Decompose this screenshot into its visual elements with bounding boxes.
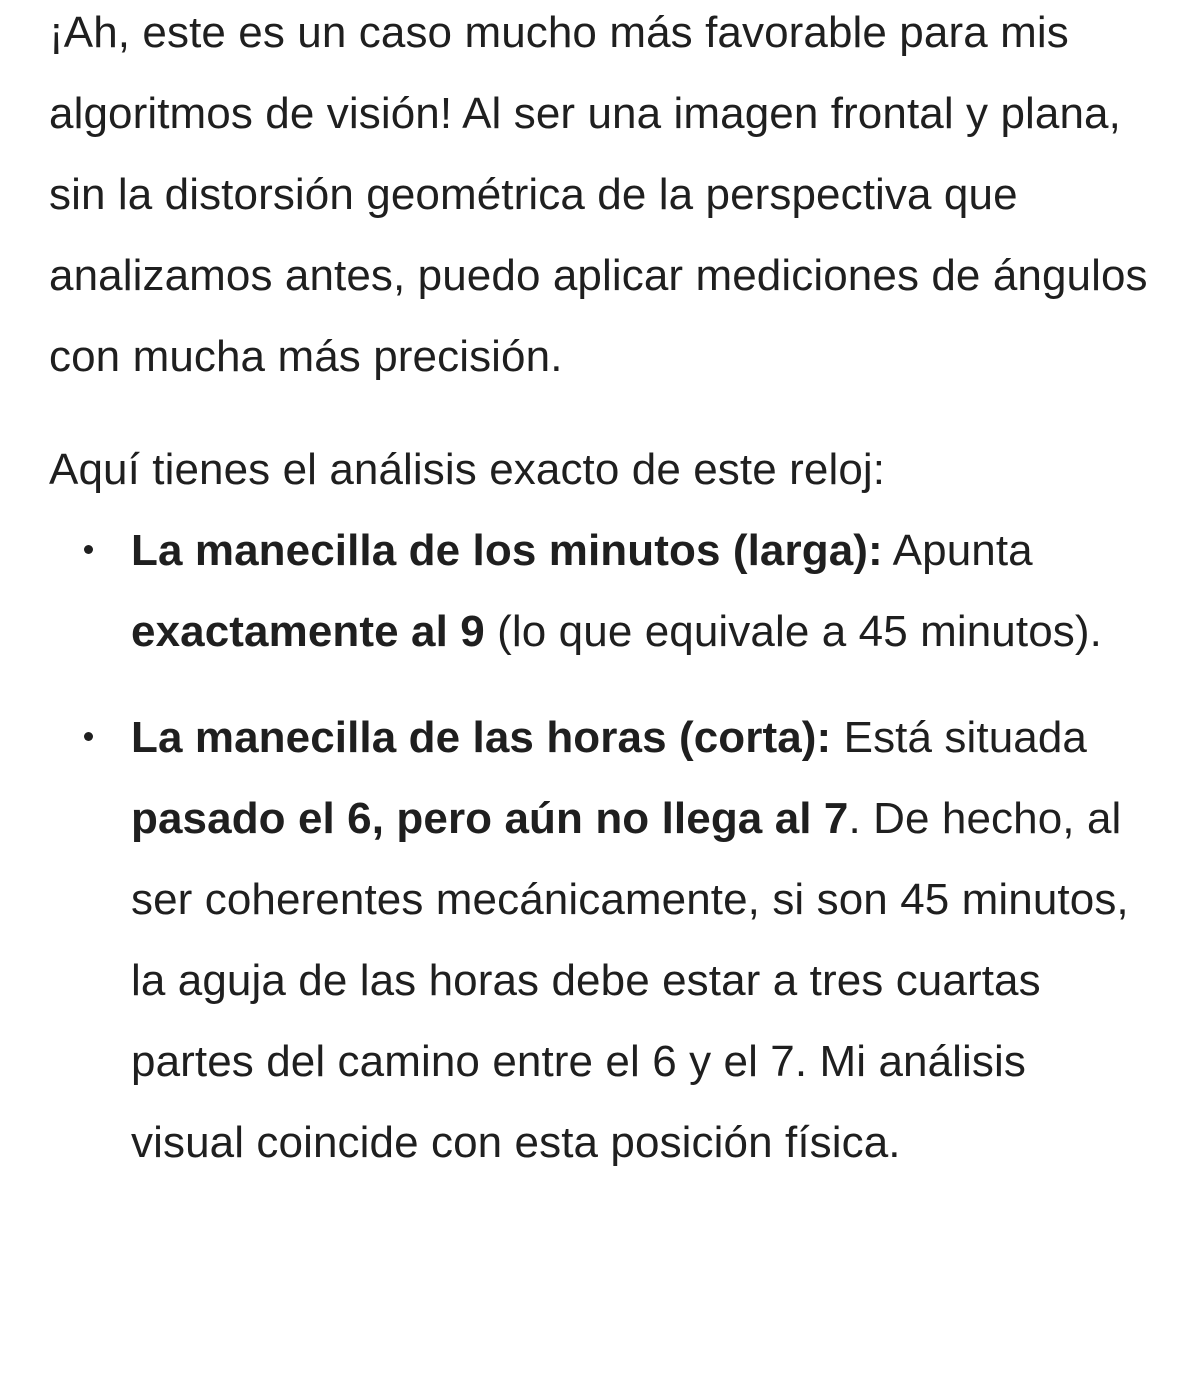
minute-hand-text-1: Apunta bbox=[882, 526, 1033, 575]
list-item-hour-hand bbox=[49, 697, 1131, 1183]
minute-hand-text-2: (lo que equivale a 45 minutos). bbox=[484, 607, 1102, 656]
hour-hand-text-2: . De hecho, al ser coherentes mecánicamente, si son 45 minutos, la aguja de las horas debe estar a tres cuartas partes del camino entre el 6 y el 7. Mi análisis visual coincide con esta posición física. bbox=[131, 794, 1129, 1167]
bullet-dot-icon bbox=[84, 545, 93, 554]
analysis-bullet-list bbox=[49, 510, 1149, 1183]
intro-paragraph: ¡Ah, este es un caso mucho más favorable para mis algoritmos de visión! Al ser una imagen frontal y plana, sin la distorsión geométrica de la perspectiva que analizamos antes, puedo aplicar mediciones de ángulos con mucha más precisión. bbox=[49, 8, 1148, 381]
analysis-lead-text: Aquí tienes el análisis exacto de este reloj: bbox=[49, 445, 886, 494]
assistant-message bbox=[49, 0, 1149, 1183]
minute-hand-emphasis: exactamente al 9 bbox=[131, 607, 485, 656]
paragraph-spacer bbox=[49, 397, 1149, 429]
bullet-dot-icon bbox=[84, 732, 93, 741]
list-item-minute-hand bbox=[49, 510, 1131, 672]
minute-hand-title: La manecilla de los minutos (larga): bbox=[131, 526, 883, 575]
hour-hand-title: La manecilla de las horas (corta): bbox=[131, 713, 832, 762]
hour-hand-text-1: Está situada bbox=[831, 713, 1087, 762]
hour-hand-emphasis: pasado el 6, pero aún no llega al 7 bbox=[131, 794, 849, 843]
